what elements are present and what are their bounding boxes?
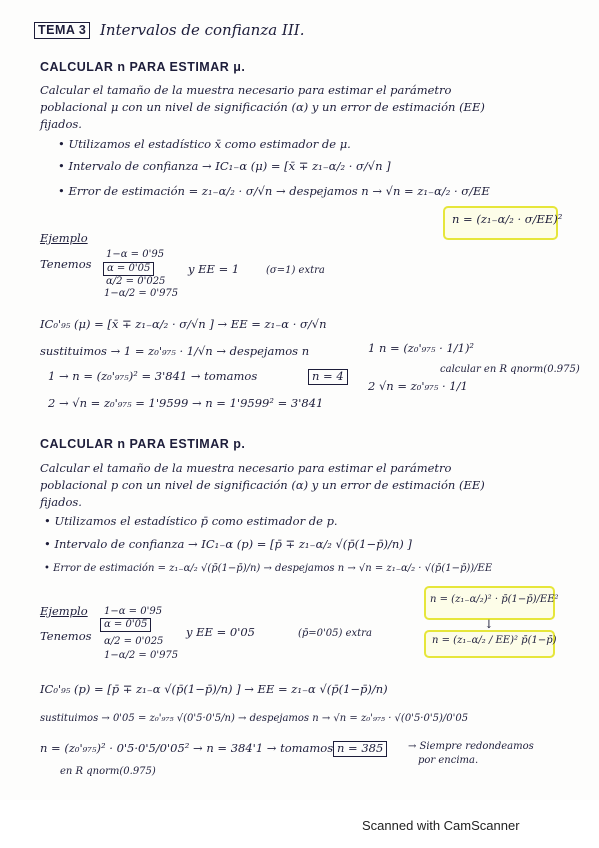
mu-intro-3: fijados. xyxy=(40,117,82,131)
mu-given-1: 1−α = 0'95 xyxy=(106,249,165,260)
p-bullet-1: • Utilizamos el estadístico p̄ como estimador de p. xyxy=(44,514,338,528)
mu-ic-line: IC₀'₉₅ (μ) = [x̄ ∓ z₁₋α/₂ · σ/√n ] → EE = z₁₋α · σ/√n xyxy=(40,317,327,331)
p-given-ee: y EE = 0'05 xyxy=(186,625,255,639)
p-given-p: (p̄=0'05) extra xyxy=(298,628,372,639)
tema-label: TEMA 3 xyxy=(34,22,90,39)
section-mu-heading: CALCULAR n PARA ESTIMAR μ. xyxy=(40,60,246,74)
p-tenemos: Tenemos xyxy=(40,629,92,643)
mu-formula-box: n = (z₁₋α/₂ · σ/EE)² xyxy=(452,212,563,226)
mu-bullet-2: • Intervalo de confianza → IC₁₋α (μ) = [x̄ ∓ z₁₋α/₂ · σ/√n ] xyxy=(58,159,391,173)
p-intro-1: Calcular el tamaño de la muestra necesario para estimar el parámetro xyxy=(40,461,452,475)
mu-example-label: Ejemplo xyxy=(40,231,88,245)
p-example-label: Ejemplo xyxy=(40,604,88,618)
p-intro-2: poblacional p con un nivel de significación (α) y un error de estimación (EE) xyxy=(40,478,485,492)
p-sust-line: sustituimos → 0'05 = z₀'₉₇₅ √(0'5·0'5/n) → despejamos n → √n = z₀'₉₇₅ · √(0'5·0'5)/0'05 xyxy=(40,713,469,724)
p-result-note-2: por encima. xyxy=(418,755,479,766)
p-bullet-3: • Error de estimación = z₁₋α/₂ √(p̄(1−p̄)/n) → despejamos n → √n = z₁₋α/₂ · √(p̄(1−p̄))/EE xyxy=(44,563,493,574)
mu-result-1-box: n = 4 xyxy=(308,369,348,385)
mu-result-1: 1 → n = (z₀'₉₇₅)² = 3'841 → tomamos xyxy=(48,369,258,383)
mu-given-sigma: (σ=1) extra xyxy=(266,265,325,276)
mu-intro-2: poblacional μ con un nivel de significación (α) y un error de estimación (EE) xyxy=(40,100,485,114)
mu-given-4: 1−α/2 = 0'975 xyxy=(104,288,179,299)
p-formula-box-1: n = (z₁₋α/₂)² · p̄(1−p̄)/EE² xyxy=(430,594,559,605)
mu-result-2: 2 → √n = z₀'₉₇₅ = 1'9599 → n = 1'9599² = 3'841 xyxy=(48,396,324,410)
section-p-heading: CALCULAR n PARA ESTIMAR p. xyxy=(40,437,246,451)
p-given-4: 1−α/2 = 0'975 xyxy=(104,650,179,661)
p-given-2: α = 0'05 xyxy=(100,618,151,632)
p-result-note-1: → Siempre redondeamos xyxy=(408,741,534,752)
mu-bullet-3: • Error de estimación = z₁₋α/₂ · σ/√n → despejamos n → √n = z₁₋α/₂ · σ/EE xyxy=(58,184,490,198)
mu-tenemos: Tenemos xyxy=(40,257,92,271)
p-intro-3: fijados. xyxy=(40,495,82,509)
mu-intro-1: Calcular el tamaño de la muestra necesario para estimar el parámetro xyxy=(40,83,452,97)
mu-option-2: 2 √n = z₀'₉₇₅ · 1/1 xyxy=(368,379,468,393)
mu-option-1: 1 n = (z₀'₉₇₅ · 1/1)² xyxy=(368,341,475,355)
mu-bullet-1: • Utilizamos el estadístico x̄ como estimador de μ. xyxy=(58,137,351,151)
mu-given-ee: y EE = 1 xyxy=(188,262,240,276)
page-title: Intervalos de confianza III. xyxy=(100,21,305,39)
mu-option-1-note: calcular en R qnorm(0.975) xyxy=(440,364,580,375)
p-given-3: α/2 = 0'025 xyxy=(104,636,164,647)
mu-given-2: α = 0'05 xyxy=(103,262,154,276)
p-bullet-2: • Intervalo de confianza → IC₁₋α (p) = [p̄ ∓ z₁₋α/₂ √(p̄(1−p̄)/n) ] xyxy=(44,537,412,551)
p-ic-line: IC₀'₉₅ (p) = [p̄ ∓ z₁₋α √(p̄(1−p̄)/n) ] → EE = z₁₋α √(p̄(1−p̄)/n) xyxy=(40,682,388,696)
p-formula-box-2: n = (z₁₋α/₂ / EE)² p̄(1−p̄) xyxy=(432,635,557,646)
p-result-box: n = 385 xyxy=(333,741,387,757)
mu-sust-line: sustituimos → 1 = z₀'₉₇₅ · 1/√n → despejamos n xyxy=(40,344,310,358)
p-r-note: en R qnorm(0.975) xyxy=(60,766,156,777)
p-given-1: 1−α = 0'95 xyxy=(104,606,163,617)
arrow-down-icon: ↓ xyxy=(484,617,494,631)
scanner-watermark: Scanned with CamScanner xyxy=(362,818,520,833)
p-result: n = (z₀'₉₇₅)² · 0'5·0'5/0'05² → n = 384'1 → tomamos xyxy=(40,741,334,755)
mu-given-3: α/2 = 0'025 xyxy=(106,276,166,287)
